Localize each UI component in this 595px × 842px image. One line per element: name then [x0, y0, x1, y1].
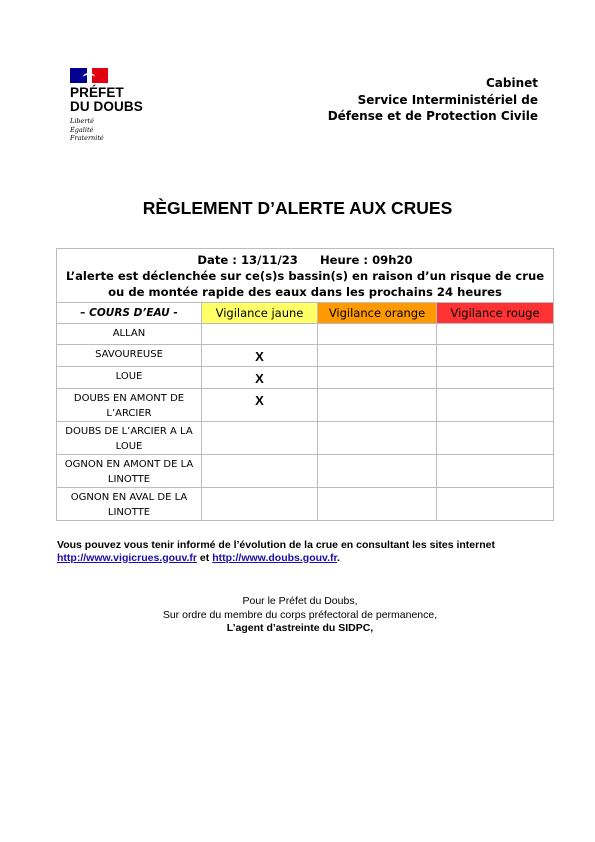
column-vigilance-orange: Vigilance orange [318, 303, 437, 324]
river-name: DOUBS DE L’ARCIER A LA LOUE [57, 422, 202, 455]
column-river: – COURS D’EAU - [57, 303, 202, 324]
date-time-line [57, 252, 553, 268]
yellow-mark: X [202, 345, 318, 367]
motto-fraternite: Fraternité [70, 134, 104, 142]
table-row [57, 389, 554, 422]
orange-mark [318, 422, 437, 455]
table-row [57, 367, 554, 389]
alert-reason-line1: L’alerte est déclenchée sur ce(s)s bassin(s) en raison d’un risque de crue [65, 269, 545, 283]
red-mark [437, 488, 554, 521]
table-row [57, 324, 554, 345]
republic-motto [70, 117, 180, 143]
table-row [57, 488, 554, 521]
marianne-flag-icon [70, 68, 108, 83]
signature-line2: Sur ordre du membre du corps préfectoral de permanence, [162, 608, 438, 621]
orange-mark [318, 324, 437, 345]
info-links-line [57, 552, 547, 565]
river-name: OGNON EN AVAL DE LA LINOTTE [57, 488, 202, 521]
prefecture-logo [70, 68, 180, 143]
orange-mark [318, 389, 437, 422]
motto-liberte: Liberté [70, 117, 94, 125]
service-line3: Défense et de Protection Civile [327, 109, 538, 123]
logo-title-line1: PRÉFET [70, 85, 124, 100]
column-vigilance-yellow: Vigilance jaune [202, 303, 318, 324]
info-between: et [197, 551, 213, 564]
red-mark [437, 345, 554, 367]
doubs-gouv-link[interactable]: http://www.doubs.gouv.fr [212, 551, 338, 564]
red-mark [437, 324, 554, 345]
orange-mark [318, 345, 437, 367]
river-name: SAVOUREUSE [57, 345, 202, 367]
red-mark [437, 422, 554, 455]
river-name: ALLAN [57, 324, 202, 345]
yellow-mark [202, 488, 318, 521]
service-line1: Cabinet [485, 76, 538, 90]
alert-table [56, 248, 554, 521]
info-end: . [337, 551, 340, 564]
yellow-mark [202, 324, 318, 345]
table-row [57, 345, 554, 367]
alert-date: Date : 13/11/23 [197, 253, 298, 267]
river-name: OGNON EN AMONT DE LA LINOTTE [57, 455, 202, 488]
service-line2: Service Interministériel de [357, 92, 538, 107]
vigicrues-link[interactable]: http://www.vigicrues.gouv.fr [57, 551, 198, 564]
yellow-mark [202, 455, 318, 488]
yellow-mark: X [202, 389, 318, 422]
yellow-mark [202, 422, 318, 455]
table-row [57, 422, 554, 455]
document-title: RÈGLEMENT D’ALERTE AUX CRUES [142, 198, 453, 218]
red-mark [437, 455, 554, 488]
yellow-mark: X [202, 367, 318, 389]
logo-title-line2: DU DOUBS [70, 99, 143, 114]
alert-header [57, 249, 554, 303]
river-name: DOUBS EN AMONT DE L’ARCIER [57, 389, 202, 422]
table-row [57, 455, 554, 488]
info-text: Vous pouvez vous tenir informé de l’évolution de la crue en consultant les sites internet [57, 539, 495, 551]
orange-mark [318, 488, 437, 521]
column-vigilance-red: Vigilance rouge [437, 303, 554, 324]
info-paragraph [57, 539, 547, 564]
red-mark [437, 367, 554, 389]
signature-line3: L’agent d’astreinte du SIDPC, [226, 622, 374, 634]
signature-line1: Pour le Préfet du Doubs, [242, 595, 358, 607]
motto-egalite: Égalité [70, 125, 94, 134]
alert-time: Heure : 09h20 [319, 253, 413, 267]
red-mark [437, 389, 554, 422]
alert-reason-line2: ou de montée rapide des eaux dans les prochains 24 heures [108, 285, 502, 299]
signature-block [150, 595, 450, 636]
orange-mark [318, 455, 437, 488]
orange-mark [318, 367, 437, 389]
river-name: LOUE [57, 367, 202, 389]
logo-title [70, 86, 180, 114]
service-header [328, 75, 538, 125]
